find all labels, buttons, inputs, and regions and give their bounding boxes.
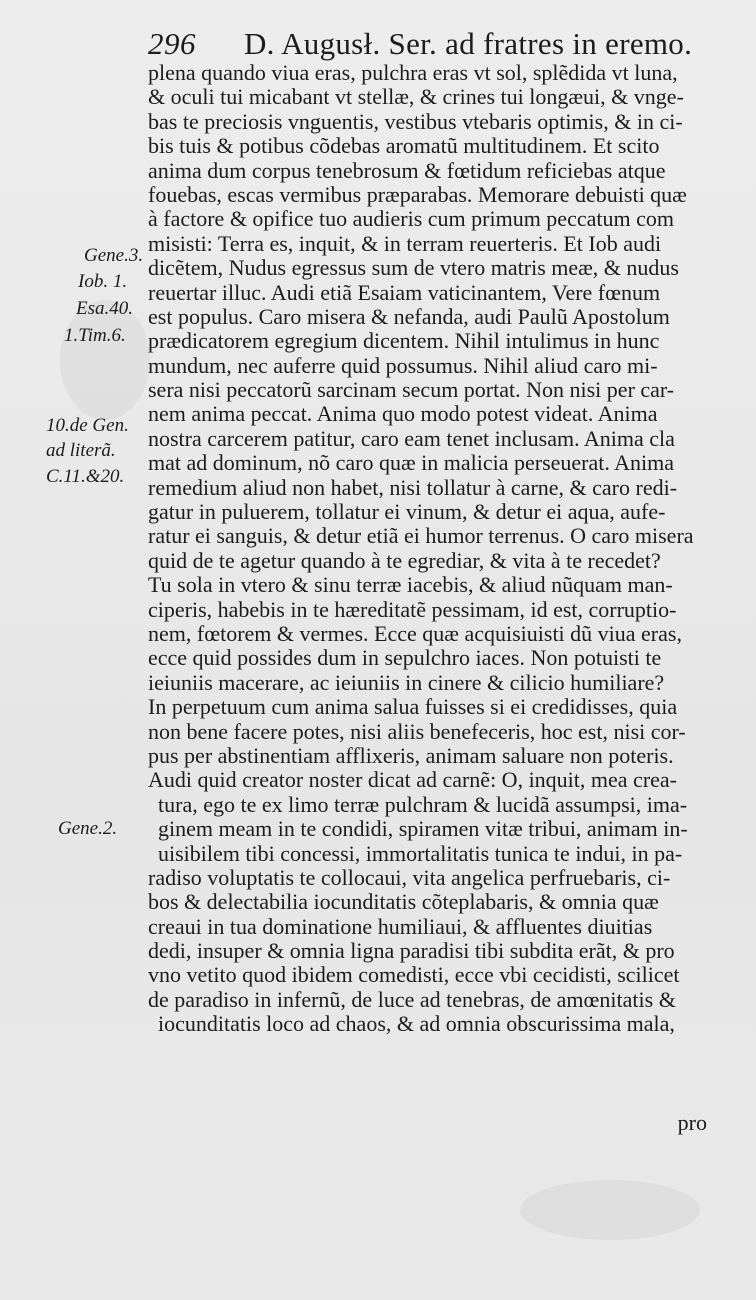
text-line: remedium aliud non habet, nisi tollatur à carne, & caro redi- [148, 474, 678, 500]
text-line: de paradiso in infernũ, de luce ad tenebras, de amœnitatis & [148, 986, 676, 1012]
text-line: ecce quid possides dum in sepulchro iaces. Non potuisti te [148, 645, 662, 671]
text-line: sera nisi peccatorũ sarcinam secum portat. Non nisi per car- [148, 377, 675, 403]
text-line: mundum, nec auferre quid possumus. Nihil aliud caro mi- [148, 352, 658, 378]
text-line: anima dum corpus tenebrosum & fœtidum reficiebas atque [148, 157, 666, 183]
page-number: 296 [148, 26, 196, 61]
text-line: vno vetito quod ibidem comedisti, ecce vbi cecidisti, scilicet [148, 962, 680, 988]
text-line: est populus. Caro misera & nefanda, audi Paulũ Apostolum [148, 303, 670, 329]
running-title: D. Augusł. Ser. ad fratres in eremo. [244, 26, 693, 61]
text-line: dedi, insuper & omnia ligna paradisi tibi subdita erãt, & pro [148, 938, 675, 964]
text-line: pus per abstinentiam afflixeris, animam saluare non poteris. [148, 742, 674, 768]
text-line: ciperis, habebis in te hæreditatẽ pessimam, id est, corruptio- [148, 596, 677, 622]
marginal-note: C.11.&20. [46, 466, 125, 487]
text-line: Audi quid creator noster dicat ad carnẽ: O, inquit, mea crea- [148, 767, 677, 793]
marginal-note: ad literã. [46, 440, 116, 461]
text-line: reuertar illuc. Audi etiã Esaiam vaticinantem, Vere fœnum [148, 279, 661, 305]
text-line: bis tuis & potibus cõdebas aromatũ multitudinem. Et scito [148, 133, 660, 159]
marginal-note: 1.Tim.6. [64, 325, 126, 346]
text-line: quid de te agetur quando à te egrediar, & vita à te recedet? [148, 547, 661, 573]
text-line: Tu sola in vtero & sinu terræ iacebis, & aliud nũquam man- [148, 572, 673, 598]
marginal-note: 10.de Gen. [46, 415, 129, 436]
marginal-note: Gene.3. [84, 245, 144, 266]
text-line: nem, fœtorem & vermes. Ecce quæ acquisiuisti dũ viua eras, [148, 620, 682, 646]
text-line: dicẽtem, Nudus egressus sum de vtero matris meæ, & nudus [148, 255, 679, 281]
text-line: & oculi tui micabant vt stellæ, & crines tui longæui, & vnge- [148, 84, 684, 110]
text-line: radiso voluptatis te collocaui, vita angelica perfruebaris, ci- [148, 864, 671, 890]
text-line: fouebas, escas vermibus præparabas. Memorare debuisti quæ [148, 181, 687, 207]
text-line: uisibilem tibi concessi, immortalitatis tunica te indui, in pa- [158, 840, 683, 866]
text-line: plena quando viua eras, pulchra eras vt sol, splẽdida vt luna, [148, 60, 678, 85]
marginal-notes [0, 0, 150, 1300]
text-line: In perpetuum cum anima salua fuisses si ei credidisses, quia [148, 694, 678, 720]
text-line: ginem meam in te condidi, spiramen vitæ tribui, animam in- [158, 816, 688, 842]
paper-stain [520, 1180, 700, 1240]
text-line: creaui in tua dominatione humiliaui, & affluentes diuitias [148, 913, 653, 939]
text-line: nostra carcerem patitur, caro eam tenet inclusam. Anima cla [148, 425, 675, 451]
marginal-note: Gene.2. [58, 818, 118, 839]
text-line: mat ad dominum, nõ caro quæ in malicia perseuerat. Anima [148, 450, 675, 476]
text-line: ieiuniis macerare, ac ieiuniis in cinere & cilicio humiliare? [148, 669, 665, 695]
marginal-note: Iob. 1. [78, 271, 128, 292]
catchword: pro [677, 1110, 707, 1135]
text-line: iocunditatis loco ad chaos, & ad omnia obscurissima mala, [158, 1011, 675, 1037]
text-line: bas te preciosis vnguentis, vestibus vtebaris optimis, & in ci- [148, 108, 683, 134]
text-line: nem anima peccat. Anima quo modo potest videat. Anima [148, 401, 658, 427]
text-line: à factore & opifice tuo audieris cum primum peccatum com [148, 206, 674, 232]
page-header [148, 20, 708, 64]
body-text [148, 61, 718, 1037]
text-line: non bene facere potes, nisi aliis benefeceris, hoc est, nisi cor- [148, 718, 686, 744]
text-line: prædicatorem egregium dicentem. Nihil intulimus in hunc [148, 328, 660, 354]
text-line: bos & delectabilia iocunditatis cõteplabaris, & omnia quæ [148, 889, 659, 915]
text-line: tura, ego te ex limo terræ pulchram & lucidã assumpsi, ima- [158, 791, 688, 817]
marginal-note: Esa.40. [76, 298, 133, 319]
text-line: misisti: Terra es, inquit, & in terram reuerteris. Et Iob audi [148, 230, 662, 256]
text-line: gatur in puluerem, tollatur ei vinum, & detur ei aqua, aufe- [148, 499, 666, 525]
text-line: ratur ei sanguis, & detur etiã ei humor terrenus. O caro misera [148, 523, 694, 549]
